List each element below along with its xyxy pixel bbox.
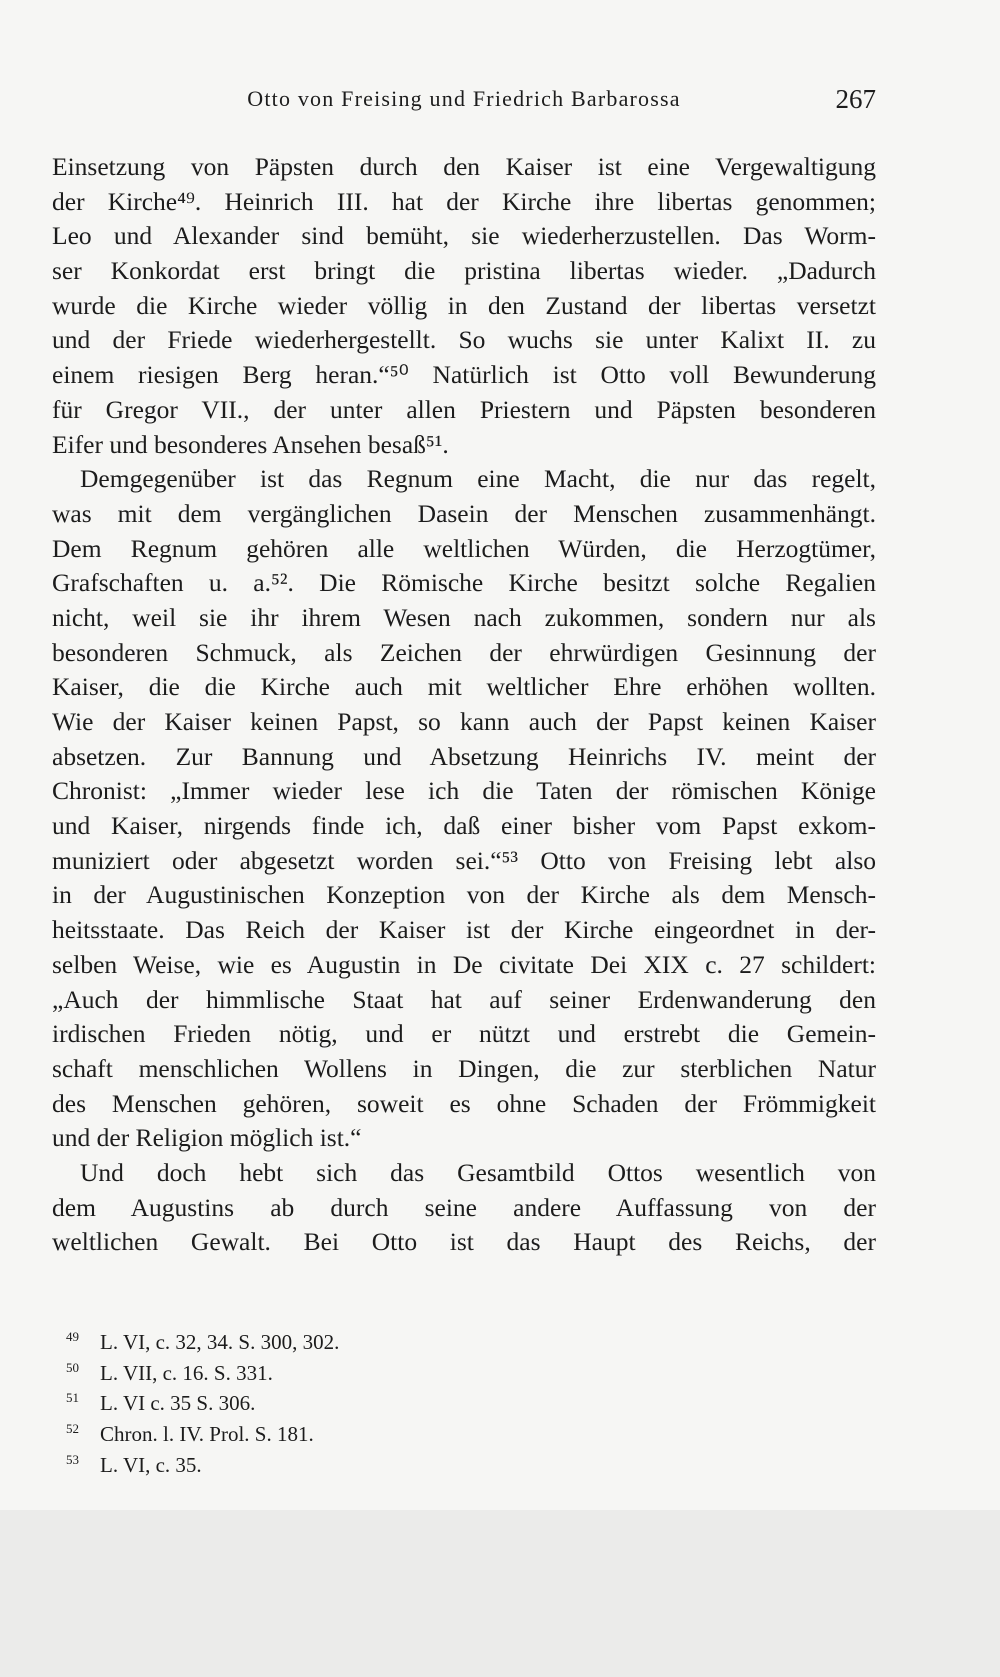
text-line: schaft menschlichen Wollens in Dingen, die zur sterblichen Natur: [52, 1053, 876, 1083]
text-line: und der Friede wiederhergestellt. So wuchs sie unter Kalixt II. zu: [52, 325, 876, 355]
paragraph-start-line: Demgegenüber ist das Regnum eine Macht, die nur das regelt,: [80, 464, 876, 494]
text-line: dem Augustins ab durch seine andere Auffassung von der: [52, 1192, 876, 1222]
page-number: 267: [835, 84, 876, 114]
text-line: einem riesigen Berg heran.“⁵⁰ Natürlich ist Otto voll Bewunderung: [52, 360, 876, 390]
paragraph-start-line: Und doch hebt sich das Gesamtbild Ottos wesentlich von: [80, 1157, 876, 1187]
text-line: Grafschaften u. a.⁵². Die Römische Kirche besitzt solche Regalien: [52, 568, 876, 598]
text-line: der Kirche⁴⁹. Heinrich III. hat der Kirche ihre libertas genommen;: [52, 186, 876, 216]
footnote-number: 53: [66, 1451, 79, 1467]
text-line: was mit dem vergänglichen Dasein der Menschen zusammenhängt.: [52, 498, 876, 528]
text-line: weltlichen Gewalt. Bei Otto ist das Haupt des Reichs, der: [52, 1227, 876, 1257]
running-title: Otto von Freising und Friedrich Barbarossa: [247, 86, 681, 111]
text-line: besonderen Schmuck, als Zeichen der ehrwürdigen Gesinnung der: [52, 637, 876, 667]
text-line: für Gregor VII., der unter allen Priestern und Päpsten besonderen: [52, 394, 876, 424]
footnote: [66, 1450, 566, 1481]
scan-margin: [0, 1510, 1000, 1677]
footnote-text: Chron. l. IV. Prol. S. 181.: [100, 1422, 314, 1447]
text-line: Eifer und besonderes Ansehen besaß⁵¹.: [52, 429, 449, 459]
footnote: [66, 1388, 566, 1419]
footnote: [66, 1327, 566, 1358]
footnote: [66, 1358, 566, 1389]
footnote-text: L. VI, c. 35.: [100, 1452, 202, 1477]
text-line: heitsstaate. Das Reich der Kaiser ist der Kirche eingeordnet in der-: [52, 915, 876, 945]
footnote-text: L. VII, c. 16. S. 331.: [100, 1360, 273, 1385]
footnote: [66, 1419, 566, 1450]
text-line: Einsetzung von Päpsten durch den Kaiser ist eine Vergewaltigung: [52, 152, 876, 181]
text-line: ser Konkordat erst bringt die pristina libertas wieder. „Dadurch: [52, 256, 876, 286]
footnote-number: 50: [66, 1359, 79, 1375]
text-line: nicht, weil sie ihr ihrem Wesen nach zukommen, sondern nur als: [52, 602, 876, 632]
text-line: Wie der Kaiser keinen Papst, so kann auch der Papst keinen Kaiser: [52, 707, 876, 736]
text-line: absetzen. Zur Bannung und Absetzung Heinrichs IV. meint der: [52, 741, 876, 771]
text-line: Leo und Alexander sind bemüht, sie wiederherzustellen. Das Worm-: [52, 221, 876, 251]
footnote-text: L. VI c. 35 S. 306.: [100, 1391, 256, 1416]
text-line: in der Augustinischen Konzeption von der Kirche als dem Mensch-: [52, 880, 876, 910]
footnotes: [66, 1327, 566, 1480]
text-line: Dem Regnum gehören alle weltlichen Würden, die Herzogtümer,: [52, 533, 876, 563]
text-line: wurde die Kirche wieder völlig in den Zustand der libertas versetzt: [52, 290, 876, 320]
footnote-text: L. VI, c. 32, 34. S. 300, 302.: [100, 1330, 340, 1354]
body-text: [52, 150, 876, 1260]
footnote-number: 52: [66, 1421, 79, 1437]
text-line: muniziert oder abgesetzt worden sei.“⁵³ Otto von Freising lebt also: [52, 845, 876, 875]
text-line: selben Weise, wie es Augustin in De civitate Dei XIX c. 27 schildert:: [52, 949, 876, 979]
page-header: [52, 84, 876, 114]
text-line: und Kaiser, nirgends finde ich, daß einer bisher vom Papst exkom-: [52, 811, 876, 841]
footnote-number: 51: [66, 1390, 79, 1406]
text-line: des Menschen gehören, soweit es ohne Schaden der Frömmigkeit: [52, 1088, 876, 1118]
text-line: und der Religion möglich ist.“: [52, 1123, 362, 1153]
text-line: „Auch der himmlische Staat hat auf seiner Erdenwanderung den: [52, 984, 876, 1014]
text-line: Kaiser, die die Kirche auch mit weltlicher Ehre erhöhen wollten.: [52, 672, 876, 702]
text-line: Chronist: „Immer wieder lese ich die Taten der römischen Könige: [52, 776, 876, 806]
footnote-number: 49: [66, 1329, 79, 1344]
text-line: irdischen Frieden nötig, und er nützt und erstrebt die Gemein-: [52, 1019, 876, 1049]
